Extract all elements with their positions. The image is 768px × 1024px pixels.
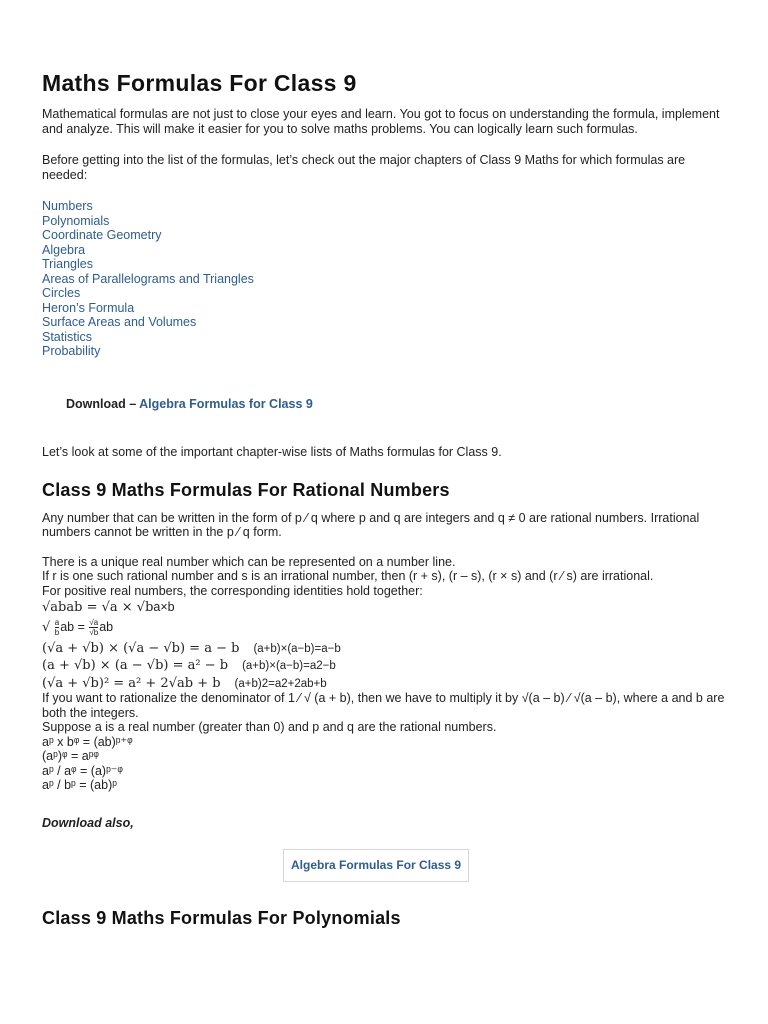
- exponent-rule: (aᵖ)ᵠ = aᵖᵠ: [42, 749, 99, 763]
- fraction-denominator: √b: [89, 627, 99, 637]
- rational-paragraph-6: Suppose a is a real number (greater than 0) and p and q are the rational numbers.: [42, 720, 497, 734]
- identity-3-math: (√a + √b) × (√a − √b) = a − b: [42, 640, 240, 656]
- identity-1-rest: ab = √a × √b: [66, 600, 154, 615]
- identity-1-plain: a×b: [153, 600, 175, 614]
- lookup-paragraph: Let’s look at some of the important chapter-wise lists of Maths formulas for Class 9.: [42, 445, 502, 459]
- article: [42, 68, 732, 930]
- chapter-link[interactable]: Circles: [42, 286, 81, 300]
- identity-2: [42, 618, 732, 637]
- chapter-link[interactable]: Triangles: [42, 257, 93, 271]
- fraction-a-b: [55, 618, 59, 637]
- identity-2-end: ab: [99, 619, 114, 634]
- identity-1: [42, 600, 732, 616]
- algebra-download-button[interactable]: Algebra Formulas For Class 9: [283, 849, 469, 882]
- identity-5-math: (√a + √b)² = a² + 2√ab + b: [42, 675, 221, 691]
- chapter-link[interactable]: Probability: [42, 344, 101, 358]
- root-symbol: √: [42, 619, 51, 635]
- chapter-link[interactable]: Statistics: [42, 329, 93, 344]
- identity-5-plain: (a+b)2=a2+2ab+b: [234, 677, 327, 690]
- page-title: Maths Formulas For Class 9: [42, 70, 357, 96]
- fraction-roots: [89, 618, 98, 637]
- download-line: [66, 397, 732, 412]
- identity-3-plain: (a+b)×(a−b)=a−b: [253, 642, 341, 655]
- polynomials-heading: Class 9 Maths Formulas For Polynomials: [42, 907, 401, 928]
- identity-3: [42, 641, 732, 657]
- rational-paragraph-1: Any number that can be written in the form of p ⁄ q where p and q are integers and q ≠ 0 are rational numbers. Irrational numbers cannot be written in the p ⁄ q form.: [42, 510, 700, 539]
- rational-heading: Class 9 Maths Formulas For Rational Numbers: [42, 479, 450, 500]
- identity-4-plain: (a+b)×(a−b)=a2−b: [242, 660, 336, 672]
- identity-4: [42, 658, 732, 674]
- fraction-denominator: b: [54, 627, 60, 637]
- chapter-link[interactable]: Coordinate Geometry: [42, 228, 162, 242]
- fraction-numerator: a: [54, 617, 60, 627]
- identity-4-math: (a + √b) × (a − √b) = a² − b: [42, 658, 229, 673]
- intro-paragraph: Mathematical formulas are not just to close your eyes and learn. You got to focus on understanding the formula, implement and analyze. This will make it easier for you to solve maths problems. You can logically learn such formulas.: [42, 107, 720, 136]
- exponent-rule: aᵖ / bᵖ = (ab)ᵖ: [42, 778, 117, 792]
- rational-paragraph-5: If you want to rationalize the denominator of 1 ⁄ √ (a + b), then we have to multiply it by √(a – b) ⁄ √(a – b), where a and b are both the integers.: [42, 691, 725, 720]
- exponent-rule: aᵖ x bᵠ = (ab)ᵖ⁺ᵠ: [42, 734, 133, 749]
- chapter-link[interactable]: Surface Areas and Volumes: [42, 315, 197, 329]
- chapter-link[interactable]: Algebra: [42, 242, 86, 257]
- identity-1-math: √ab: [42, 600, 67, 615]
- rational-paragraph-2: There is a unique real number which can be represented on a number line.: [42, 554, 456, 569]
- chapter-list: [42, 199, 732, 359]
- identity-2-mid: ab =: [60, 619, 89, 634]
- chapter-link[interactable]: Numbers: [42, 199, 93, 213]
- download-also-label: Download also,: [42, 815, 134, 830]
- chapter-link[interactable]: Polynomials: [42, 213, 110, 228]
- download-prefix: Download –: [66, 396, 140, 411]
- exponent-rule: aᵖ / aᵠ = (a)ᵖ⁻ᵠ: [42, 763, 123, 778]
- chapter-link[interactable]: Heron’s Formula: [42, 300, 135, 315]
- download-box-wrap: [42, 849, 732, 882]
- rational-paragraph-4: For positive real numbers, the corresponding identities hold together:: [42, 583, 423, 598]
- fraction-numerator: √a: [89, 617, 99, 627]
- identity-5: [42, 676, 732, 692]
- chapters-intro: Before getting into the list of the formulas, let’s check out the major chapters of Class 9 Maths for which formulas are needed:: [42, 153, 686, 182]
- chapter-link[interactable]: Areas of Parallelograms and Triangles: [42, 271, 254, 286]
- download-link[interactable]: Algebra Formulas for Class 9: [139, 396, 313, 411]
- rational-paragraph-3: If r is one such rational number and s is an irrational number, then (r + s), (r – s), (r × s) and (r ⁄ s) are irrational.: [42, 569, 654, 583]
